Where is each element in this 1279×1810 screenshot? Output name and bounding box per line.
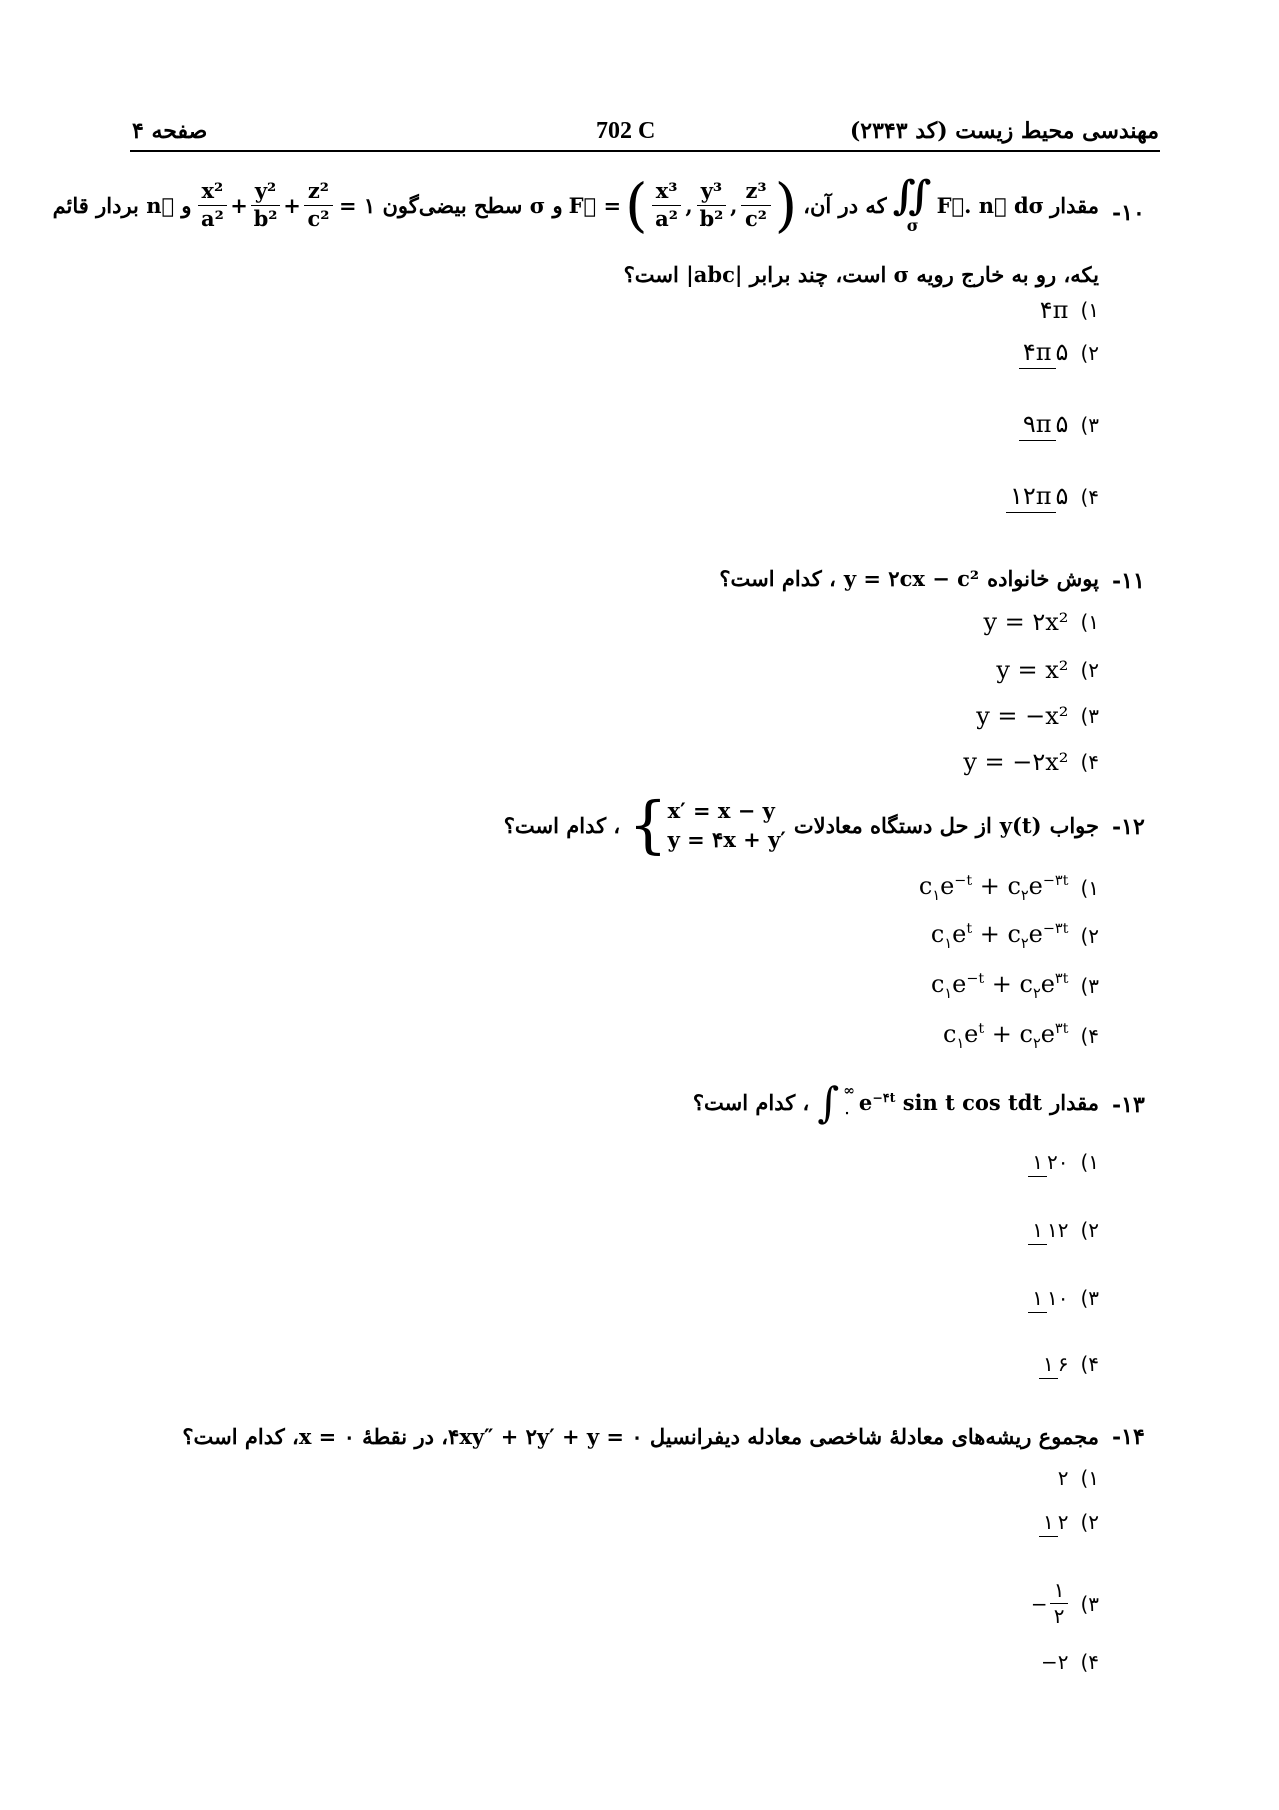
q12-system	[628, 788, 786, 861]
integral-icon: ∫	[817, 1077, 840, 1127]
q11-option-4-number: ۴)	[1080, 750, 1099, 774]
q11-number: ۱۱-	[1112, 568, 1145, 594]
q10-option-4-num: ۱۲π	[1006, 482, 1056, 513]
q14-option-2[interactable]	[1039, 1510, 1099, 1534]
q10-option-3-number: ۳)	[1080, 412, 1099, 437]
q12-option-3-value: $c_۱e^{-t} + c_۲e^{۳t}$	[930, 970, 1069, 1002]
q10-option-1-value: ۴π	[1039, 296, 1069, 324]
q10-text-c: و σ سطح بیضی‌گون ۱ =	[339, 192, 563, 218]
q13-option-1[interactable]	[1028, 1150, 1099, 1174]
q12-text-c: ، کدام است؟	[503, 812, 621, 838]
q12-option-4-number: ۴)	[1080, 1023, 1099, 1048]
q12-line	[504, 790, 1099, 860]
q12-yt: y(t)	[999, 812, 1042, 838]
q12-option-1[interactable]	[919, 872, 1099, 904]
q10-option-2-number: ۲)	[1080, 340, 1099, 365]
q10-option-4[interactable]	[1006, 484, 1099, 509]
q10-option-3-den: ۵	[1055, 410, 1069, 438]
q14-option-2-number: ۲)	[1080, 1510, 1099, 1534]
q14-option-3[interactable]	[1031, 1580, 1099, 1627]
q14-number: ۱۴-	[1112, 1424, 1145, 1450]
q11-option-2-number: ۲)	[1080, 658, 1099, 682]
q10-sigma: σ	[906, 215, 919, 235]
q14-option-1-number: ۱)	[1080, 1466, 1099, 1490]
q10-option-3-num: ۹π	[1019, 410, 1056, 441]
q11-option-4[interactable]	[963, 748, 1099, 776]
q12-eq1: x′ = x − y	[667, 797, 775, 823]
q14-option-1[interactable]	[1058, 1466, 1099, 1490]
q10-F-def: F⃗ =	[568, 192, 622, 218]
q10-number: ۱۰-	[1112, 200, 1145, 226]
header-code: 702 C	[596, 118, 656, 144]
q13-option-1-num: ۱	[1028, 1150, 1047, 1177]
q13-text-a: مقدار	[1050, 1089, 1099, 1115]
q13-option-4-den: ۶	[1057, 1351, 1069, 1376]
q14-option-3-den: ۲	[1053, 1604, 1065, 1628]
q10-option-1-number: ۱)	[1080, 298, 1099, 322]
q11-option-2-value: y = x²	[996, 656, 1069, 684]
q12-eq2: y = ۴x + y′	[667, 827, 786, 852]
q11-text-b: ، کدام است؟	[719, 566, 836, 591]
q13-line	[693, 1072, 1099, 1132]
double-integral-icon: ∬	[892, 171, 933, 219]
q11-option-1-number: ۱)	[1080, 610, 1099, 634]
q10-text-b: که در آن،	[803, 192, 887, 218]
q11-option-4-value: y = −۲x²	[963, 748, 1069, 776]
q10-option-4-den: ۵	[1055, 482, 1069, 510]
header-title: مهندسی محیط زیست (کد ۲۳۴۳)	[849, 118, 1159, 144]
q10-text-a: مقدار	[1050, 192, 1099, 218]
q14-option-3-sign: −	[1030, 1591, 1048, 1616]
q14-option-3-num: ۱	[1050, 1580, 1069, 1604]
q11-option-2[interactable]	[996, 656, 1099, 684]
q14-option-4-number: ۴)	[1080, 1650, 1099, 1674]
q10-ellipsoid: $\frac{\text{x²}}{\text{a²}}$ + $\frac{\text{y²}}{\text{b²}}$ + $\frac{\text{z²}}{\text{c²}}$	[198, 180, 333, 229]
q12-option-1-number: ۱)	[1080, 875, 1099, 900]
q10-text-d: و n⃗ بردار قائم	[52, 192, 192, 218]
q11-option-3[interactable]	[976, 702, 1099, 730]
header-page: صفحه ۴	[132, 118, 208, 144]
q13-option-1-den: ۲۰	[1046, 1149, 1069, 1174]
q10-integral	[892, 171, 1045, 235]
q14-text: مجموع ریشه‌های معادلهٔ شاخصی معادله دیفرانسیل ۰ = ۴xy″ + ۲y′ + y، در نقطهٔ ۰ = x، کدام است؟	[182, 1424, 1099, 1449]
q10-F-vector: F⃗ = ( $\frac{\text{x³}}{\text{a²}}$ , $\frac{\text{y³}}{\text{b²}}$ , $\frac{\text{z³}}{\text{c²}}$ )	[568, 171, 798, 239]
q10-option-1[interactable]	[1040, 296, 1099, 324]
q12-text-a: جواب	[1049, 812, 1099, 838]
q10-option-2[interactable]	[1019, 340, 1099, 365]
q13-integral: ∫ ∞ ۰ $e^{-۴t}$ sin t cos tdt	[817, 1077, 1043, 1127]
q14-option-4-value: −۲	[1040, 1650, 1069, 1674]
q13-option-3[interactable]	[1028, 1286, 1099, 1310]
q13-option-4[interactable]	[1039, 1352, 1099, 1376]
q14-option-4[interactable]	[1041, 1650, 1099, 1674]
q14-option-2-num: ۱	[1039, 1510, 1058, 1537]
q12-option-2-number: ۲)	[1080, 923, 1099, 948]
q12-option-2[interactable]	[931, 920, 1099, 952]
q12-option-1-value: $c_۱e^{-t} + c_۲e^{-۳t}$	[918, 872, 1069, 904]
q11-text-a: پوش خانواده	[987, 566, 1099, 591]
q12-number: ۱۲-	[1112, 814, 1145, 840]
q12-option-3[interactable]	[931, 970, 1099, 1002]
header-rule	[130, 150, 1160, 152]
q10-option-4-number: ۴)	[1080, 484, 1099, 509]
q12-option-3-number: ۳)	[1080, 973, 1099, 998]
q13-option-3-den: ۱۰	[1046, 1285, 1069, 1310]
q13-option-3-number: ۳)	[1080, 1286, 1099, 1310]
q13-option-2-den: ۱۲	[1046, 1217, 1069, 1242]
q11-option-3-value: y = −x²	[976, 702, 1069, 730]
q10-option-3[interactable]	[1019, 412, 1099, 437]
q14-option-3-number: ۳)	[1080, 1591, 1099, 1616]
left-brace-icon: {	[628, 788, 668, 861]
q12-option-2-value: $c_۱e^t + c_۲e^{-۳t}$	[930, 920, 1069, 952]
q14-option-2-den: ۲	[1057, 1509, 1069, 1534]
q10-line1	[53, 170, 1099, 240]
q13-option-4-number: ۴)	[1080, 1352, 1099, 1376]
q13-option-4-num: ۱	[1039, 1352, 1058, 1379]
q11-line	[719, 566, 1099, 591]
q10-integrand: F⃗. n⃗ dσ	[936, 192, 1045, 218]
q11-formula: y = ۲cx − c²	[843, 566, 980, 591]
q13-option-2[interactable]	[1028, 1218, 1099, 1242]
q11-option-1-value: y = ۲x²	[983, 608, 1069, 636]
q13-text-b: ، کدام است؟	[692, 1089, 810, 1115]
q13-option-2-num: ۱	[1028, 1218, 1047, 1245]
q11-option-3-number: ۳)	[1080, 704, 1099, 728]
q13-option-2-number: ۲)	[1080, 1218, 1099, 1242]
q10-option-2-num: ۴π	[1019, 338, 1056, 369]
q13-number: ۱۳-	[1112, 1092, 1145, 1118]
q11-option-1[interactable]	[983, 608, 1099, 636]
q12-option-4-value: $c_۱e^t + c_۲e^{۳t}$	[942, 1020, 1069, 1052]
q14-option-1-value: ۲	[1057, 1466, 1069, 1490]
q10-line2: یکه، رو به خارج رویه σ است، چند برابر |abc| است؟	[623, 262, 1099, 287]
q10-option-2-den: ۵	[1055, 338, 1069, 366]
q12-option-4[interactable]	[943, 1020, 1099, 1052]
q13-option-1-number: ۱)	[1080, 1150, 1099, 1174]
q13-option-3-num: ۱	[1028, 1286, 1047, 1313]
q12-text-b: از حل دستگاه معادلات	[793, 812, 992, 838]
